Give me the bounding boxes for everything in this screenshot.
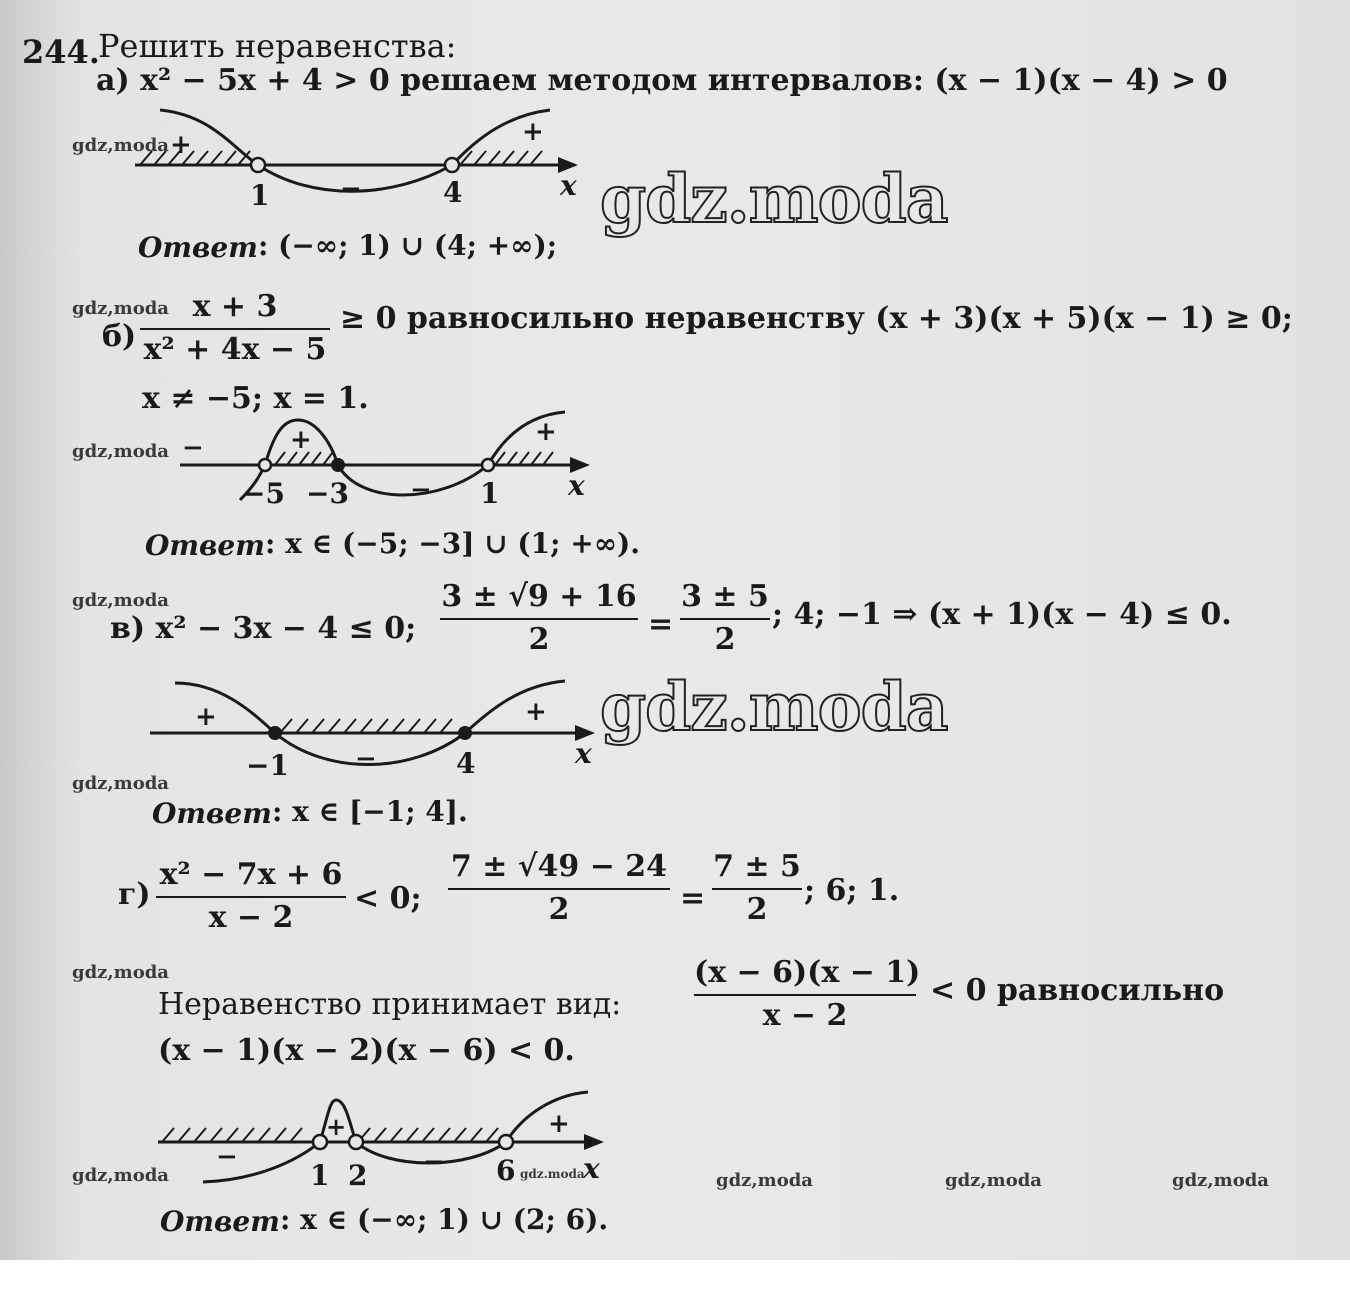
part-v-sign-1: + (195, 702, 217, 732)
part-a-sign-3: + (522, 117, 544, 147)
part-b-answer-label: Ответ (145, 529, 265, 562)
part-g-answer-label: Ответ (160, 1205, 280, 1238)
watermark-small: gdz,moda (716, 1170, 813, 1191)
part-v-fraction-1: 3 ± √9 + 16 2 (441, 579, 637, 657)
watermark-large: gdz.moda (600, 160, 948, 238)
part-b-sign-1: − (182, 433, 204, 463)
part-b-rest: ≥ 0 равносильно неравенству (x + 3)(x + 5)(x − 1) ≥ 0; (340, 301, 1293, 336)
part-b-axis-label: x (568, 469, 585, 502)
watermark-small: gdz,moda (72, 590, 169, 611)
part-v-point-2: 4 (456, 747, 476, 780)
watermark-small: gdz,moda (72, 962, 169, 983)
part-v-interval-diagram (150, 675, 610, 785)
part-g-point-1: 1 (310, 1159, 330, 1192)
watermark-small: gdz,moda (72, 298, 169, 319)
watermark-small: gdz,moda (72, 1165, 169, 1186)
part-b-point-2: −3 (306, 477, 349, 510)
part-b-sign-2: + (290, 425, 312, 455)
part-g-sign-4: + (548, 1109, 570, 1139)
part-g-answer: : x ∈ (−∞; 1) ∪ (2; 6). (280, 1203, 609, 1236)
part-b-point-1: −5 (242, 477, 285, 510)
part-g-fraction-2: 7 ± 5 2 (713, 849, 801, 927)
part-a-answer-label: Ответ (138, 231, 258, 264)
part-v-equals: = (648, 607, 674, 642)
part-v-axis-label: x (575, 737, 592, 770)
part-b-sign-4: + (535, 417, 557, 447)
part-v-prefix: в) x² − 3x − 4 ≤ 0; (110, 611, 417, 646)
part-a-sign-2: − (340, 174, 362, 204)
part-a-answer: : (−∞; 1) ∪ (4; +∞); (258, 229, 558, 262)
part-g-fraction-3: (x − 6)(x − 1) x − 2 (694, 955, 921, 1033)
part-b-interval-diagram (180, 410, 600, 510)
part-g-label: г) (118, 877, 151, 912)
part-g-fraction-1: 7 ± √49 − 24 2 (448, 850, 670, 927)
part-v-point-1: −1 (246, 749, 289, 782)
part-g-line-2: Неравенство принимает вид: (158, 987, 622, 1022)
problem-title: Решить неравенства: (98, 27, 457, 65)
part-b-sign-3: − (410, 475, 432, 505)
part-g-point-3: 6 (496, 1154, 516, 1187)
part-g-sign-1: − (216, 1142, 238, 1172)
part-b-fraction: x + 3 x² + 4x − 5 (140, 290, 330, 367)
part-b-label: б) (102, 319, 137, 354)
watermark-large: gdz.moda (600, 668, 948, 746)
part-g-point-2: 2 (348, 1159, 368, 1192)
part-a-point-2: 4 (443, 176, 463, 209)
part-a-axis-label: x (560, 169, 577, 202)
watermark-small: gdz,moda (945, 1170, 1042, 1191)
part-b-point-3: 1 (480, 477, 500, 510)
watermark-small: gdz,moda (72, 135, 169, 156)
part-g-sign-3: − (423, 1147, 445, 1177)
part-a-statement: а) x² − 5x + 4 > 0 решаем методом интервалов: (x − 1)(x − 4) > 0 (96, 63, 1228, 98)
watermark-tiny: gdz.moda (520, 1167, 585, 1181)
part-a-interval-diagram (130, 105, 590, 215)
part-v-sign-3: + (525, 697, 547, 727)
part-b-condition: x ≠ −5; x = 1. (142, 381, 369, 416)
watermark-small: gdz,moda (72, 441, 169, 462)
watermark-small: gdz,moda (72, 773, 169, 794)
part-g-line-2-rest: < 0 равносильно (930, 973, 1225, 1008)
part-v-sign-2: − (355, 744, 377, 774)
part-g-fraction-0: x² − 7x + 6 x − 2 (156, 858, 346, 935)
part-v-fraction-2: 3 ± 5 2 (681, 579, 769, 657)
part-v-rest: ; 4; −1 ⇒ (x + 1)(x − 4) ≤ 0. (772, 597, 1232, 632)
bottom-margin (0, 1260, 1350, 1296)
part-g-equals: = (680, 881, 706, 916)
problem-number: 244. (22, 33, 100, 71)
part-g-axis-label: x (583, 1152, 600, 1185)
watermark-small: gdz,moda (1172, 1170, 1269, 1191)
part-a-sign-1: + (170, 130, 192, 160)
part-g-less-than: < 0; (354, 881, 422, 916)
part-g-sign-2: + (326, 1112, 347, 1141)
part-v-answer: : x ∈ [−1; 4]. (272, 795, 468, 828)
part-g-rest: ; 6; 1. (804, 873, 900, 908)
part-v-answer-label: Ответ (152, 797, 272, 830)
part-b-answer: : x ∈ (−5; −3] ∪ (1; +∞). (265, 527, 641, 560)
part-a-point-1: 1 (250, 179, 270, 212)
part-g-line-3: (x − 1)(x − 2)(x − 6) < 0. (158, 1033, 575, 1068)
